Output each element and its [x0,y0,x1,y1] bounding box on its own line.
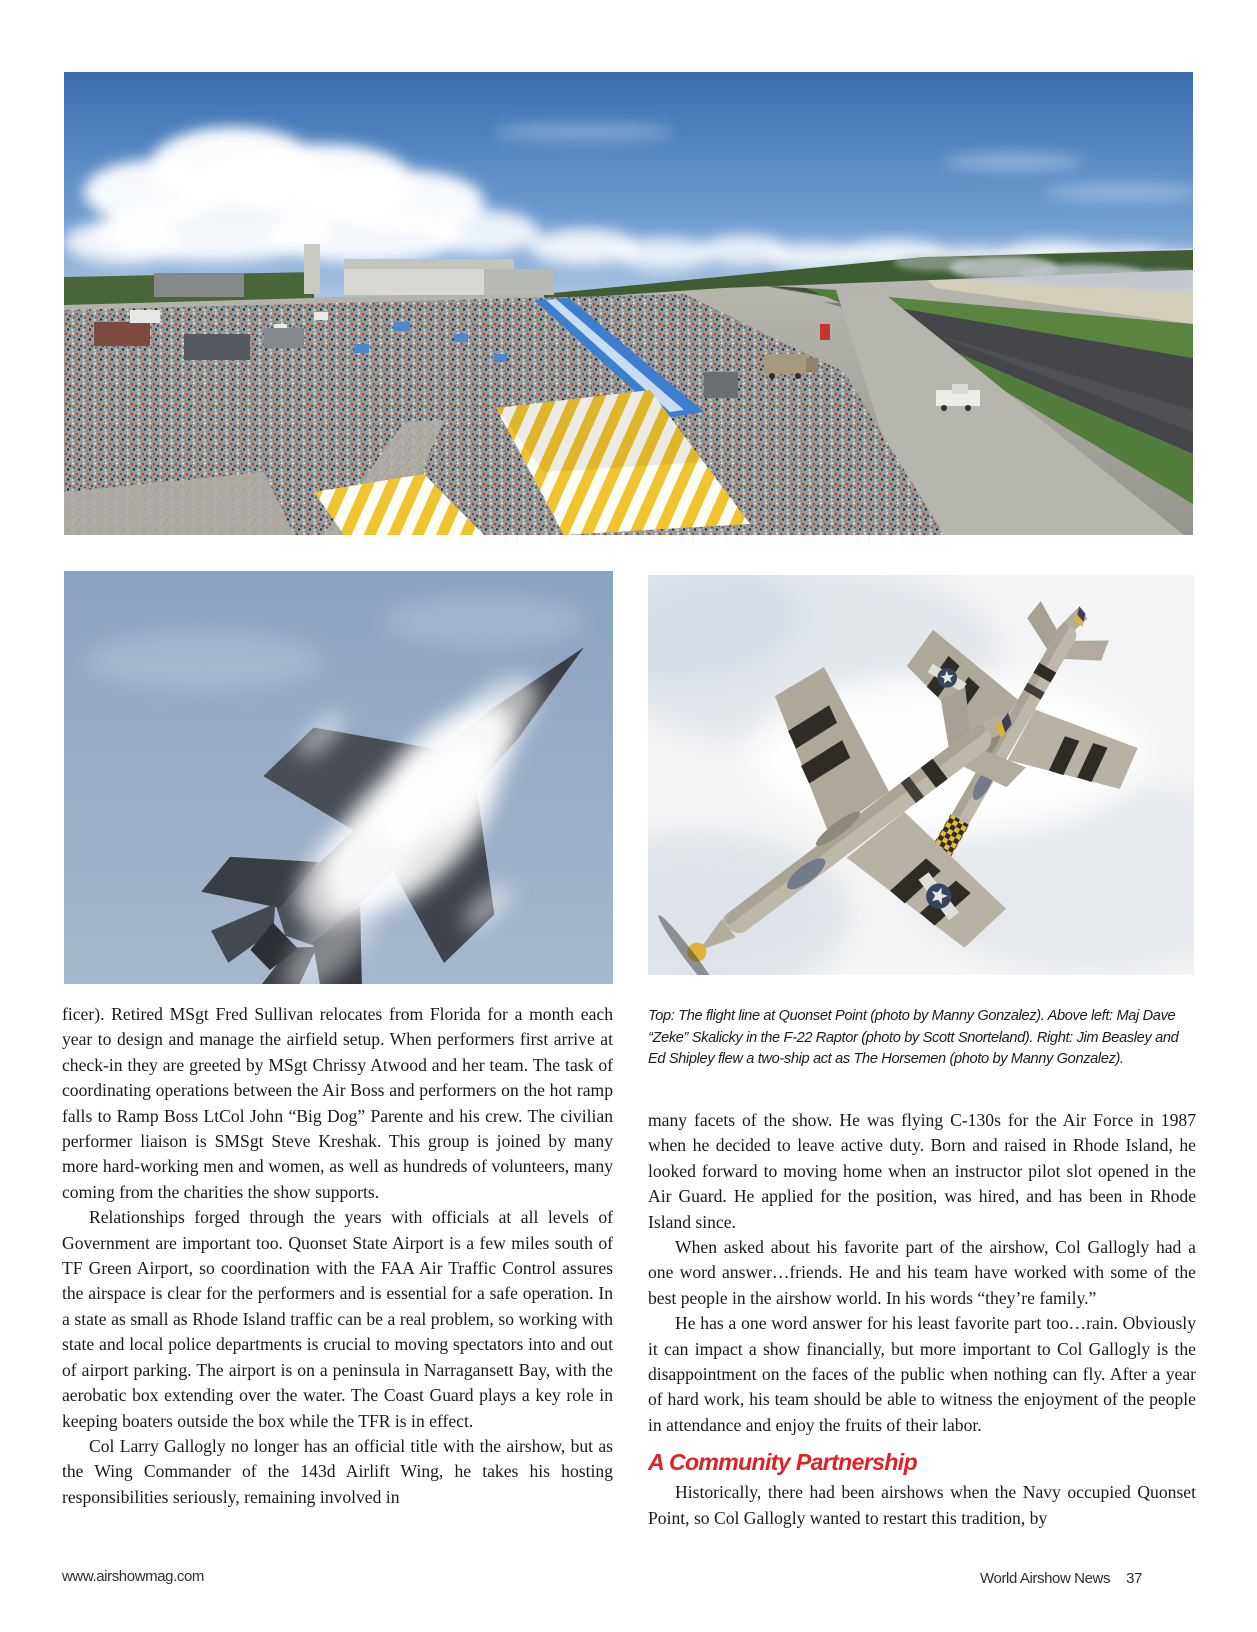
f22-photo-art [64,571,613,984]
f22-photo [64,571,613,984]
right-column [648,1108,1196,1531]
footer-folio [980,1570,1142,1587]
body-paragraph: Col Larry Gallogly no longer has an official title with the airshow, but as the Wing Commander of the 143d Airlift Wing, he takes his hosting responsibilities seriously, remaining involved in [62,1435,613,1507]
body-paragraph: He has a one word answer for his least favorite part too…rain. Obviously it can impact a show financially, but more important to Col Gallogly is the disappointment on the faces of the public when nothing can fly. After a year of hard work, his team should be able to witness the enjoyment of the people in attendance and enjoy the fruits of their labor. [648,1313,1196,1435]
body-paragraph: ficer). Retired MSgt Fred Sullivan relocates from Florida for a month each year to design and manage the airfield setup. When performers first arrive at check-in they are greeted by MSgt Chrissy Atwood and her team. The task of coordinating operations between the Air Boss and performers on the hot ramp falls to Ramp Boss LtCol John “Big Dog” Parente and his crew. The civilian performer liaison is SMSgt Steve Kreshak. This group is joined by many more hard-working men and women, as well as hundreds of volunteers, many coming from the charities the show supports. [62,1004,613,1202]
footer-website: www.airshowmag.com [62,1568,205,1585]
airfield-ground [64,244,1193,535]
flightline-photo [64,72,1193,535]
magazine-name: World Airshow News [980,1570,1111,1587]
horsemen-photo-art [648,575,1194,975]
photo-caption: Top: The flight line at Quonset Point (photo by Manny Gonzalez). Above left: Maj Dave “Zeke” Skalicky in the F-22 Raptor (photo by Scott Snorteland). Right: Jim Beasley and Ed Shipley flew a two-ship act as The Horsemen (photo by Manny Gonzalez). [648,1008,1179,1068]
body-paragraph: many facets of the show. He was flying C-130s for the Air Force in 1987 when he decided to leave active duty. Born and raised in Rhode Island, he looked forward to moving home when an instructor pilot slot opened in the Air Guard. He applied for the position, was hired, and has been in Rhode Island since. [648,1110,1196,1232]
horsemen-photo [648,575,1194,975]
body-paragraph: When asked about his favorite part of the airshow, Col Gallogly had a one word answer…friends. He and his team have worked with some of the best people in the airshow world. In his words “they’re family.” [648,1237,1196,1308]
body-paragraph: Relationships forged through the years with officials at all levels of Government are important too. Quonset State Airport is a few miles south of TF Green Airport, so coordination with the FAA Air Traffic Control assures the airspace is clear for the performers and is essential for a safe operation. In a state as small as Rhode Island traffic can be a real problem, so working with state and local police departments is crucial to moving spectators into and out of airport parking. The airport is on a peninsula in Narragansett Bay, with the aerobatic box extending over the water. The Coast Guard plays a key role in keeping boaters outside the box while the TFR is in effect. [62,1207,613,1431]
flightline-photo-art [64,72,1193,535]
page-number: 37 [1126,1570,1142,1587]
red-banner [820,324,830,340]
section-heading: A Community Partnership [648,1449,918,1476]
body-paragraph: Historically, there had been airshows when the Navy occupied Quonset Point, so Col Gallogly wanted to restart this tradition, by [648,1482,1196,1528]
left-column [62,1002,613,1510]
